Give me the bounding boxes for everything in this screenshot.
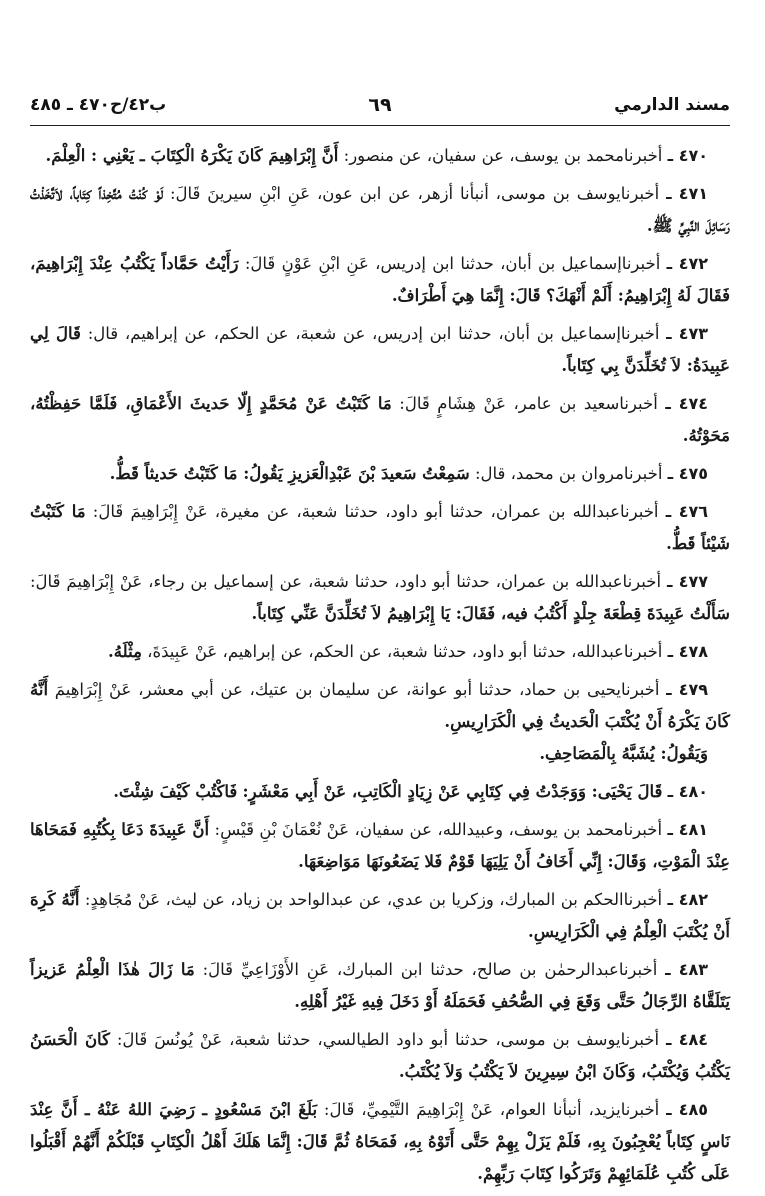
hadith-matn: أَنَّهُ كَرِهَ أَنْ يُكْتَبَ الْعِلْمُ فِي الْكَرَارِيسِ. bbox=[30, 890, 730, 941]
hadith-isnad: أخبرناإسماعيل بن أبان، حدثنا ابن إدريس، عن شعبة، عن الحكم، عن إبراهيم، قال: bbox=[87, 324, 660, 343]
hadith-matn: أَنَّ إِبْرَاهِيمَ كَانَ يَكْرَهُ الْكِتَابَ ـ يَعْنِي : الْعِلْمَ. bbox=[45, 146, 339, 165]
page-header bbox=[30, 86, 730, 116]
hadith-number: ٤٧٩ ـ bbox=[666, 680, 708, 699]
hadith-isnad: أخبرناالحكم بن المبارك، وزكريا بن عدي، عن عبدالواحد بن زياد، عن ليث، عَنْ مُجَاهِدٍ: bbox=[84, 890, 663, 909]
hadith-isnad: أخبرنامحمد بن يوسف، وعبيدالله، عن سفيان، عَنْ نُعْمَانَ بْنِ قَيْسٍ: bbox=[214, 820, 663, 839]
hadith-483 bbox=[30, 954, 730, 1018]
hadith-481 bbox=[30, 814, 730, 878]
hadith-isnad: أخبرنايزيد، أنبأنا العوام، عَنْ إِبْرَاهِيمَ التَّيْمِيِّ، قَالَ: bbox=[323, 1100, 660, 1119]
hadith-470 bbox=[30, 140, 730, 172]
hadith-478 bbox=[30, 636, 730, 668]
page-number: ٦٩ bbox=[368, 94, 392, 116]
hadith-482 bbox=[30, 884, 730, 948]
hadith-480 bbox=[30, 776, 730, 808]
hadith-matn: بَلَغَ ابْنَ مَسْعُودٍ ـ رَضِيَ اللهُ عَنْهُ ـ أَنَّ عِنْدَ نَاسٍ كِتَاباً يُعْجِبُونَ بِهِ، فَلَمْ يَزَلْ بِهِمْ حَتَّى أَتَوْهُ بِهِ، فَمَحَاهُ ثُمَّ قَالَ: إِنَّمَا هَلَكَ أَهْلُ الْكِتَابِ قَبْلَكُمْ أَنَّهُمْ أَقْبَلُوا عَلَى كُتُبِ عُلَمَائِهِمْ وَتَرَكُوا كِتَابَ رَبِّهِمْ. bbox=[30, 1100, 730, 1183]
hadith-number: ٤٨٠ ـ bbox=[667, 782, 708, 801]
hadith-number: ٤٧٦ ـ bbox=[665, 502, 708, 521]
section-reference: ب٤٢/ح٤٧٠ ـ ٤٨٥ bbox=[30, 95, 167, 115]
hadith-isnad: أخبرنامروان بن محمد، قال: bbox=[474, 464, 663, 483]
hadith-isnad: أخبرنايوسف بن موسى، أنبأنا أزهر، عن ابن عون، عَنِ ابْنِ سيرينَ قَالَ: bbox=[169, 184, 660, 203]
hadith-473 bbox=[30, 318, 730, 382]
hadith-matn: أَنَّهُ كَانَ يَكْرَهُ أَنْ يُكْتَبَ الْحَديثُ فِي الْكَرَارِيسِ. bbox=[30, 680, 730, 731]
hadith-475 bbox=[30, 458, 730, 490]
hadith-number: ٤٧١ ـ bbox=[666, 184, 708, 203]
hadith-number: ٤٨٤ ـ bbox=[666, 1030, 708, 1049]
hadith-477 bbox=[30, 566, 730, 630]
hadith-matn: لَوْ كُنْتُ مُتَّخِذاً كِتَاباً، لاَتَّخَذْتُ رَسَائِلَ النَّبِيِّ ﷺ. bbox=[30, 184, 730, 235]
hadith-479 bbox=[30, 674, 730, 738]
hadith-matn: مَا زَالَ هٰذَا الْعِلْمُ عَزيزاً يَتَلَقَّاهُ الرِّجَالُ حَتَّى وَقَعَ فِي الصُّحُفِ فَحَمَلَهُ أَوْ دَخَلَ فِيهِ غَيْرُ أَهْلِهِ. bbox=[30, 960, 730, 1011]
hadith-476 bbox=[30, 496, 730, 560]
header-divider bbox=[30, 125, 730, 126]
hadith-list bbox=[30, 140, 730, 1196]
hadith-isnad: أخبرناعبدالله بن عمران، حدثنا أبو داود، حدثنا شعبة، عن مغيرة، عَنْ إِبْرَاهِيمَ قَالَ: bbox=[92, 502, 659, 521]
hadith-matn: سَمِعْتُ سَعيدَ بْنَ عَبْدِالْعَزيزِ يَقُولُ: مَا كَتَبْتُ حَديثاً قَطُّ. bbox=[109, 464, 470, 483]
hadith-number: ٤٨٣ ـ bbox=[665, 960, 708, 979]
hadith-isnad: أخبرناعبدالله، حدثنا أبو داود، حدثنا شعبة، عن الحكم، عن إبراهيم، عَنْ عَبِيدَةَ، bbox=[147, 642, 663, 661]
hadith-number: ٤٨٢ ـ bbox=[667, 890, 708, 909]
book-title: مسند الدارمي bbox=[614, 95, 730, 115]
hadith-matn: مَا كَتَبْتُ شَيْئاً قَطُّ. bbox=[30, 502, 730, 553]
hadith-isnad: أخبرناعبدالله بن عمران، حدثنا أبو داود، حدثنا شعبة، عن إسماعيل بن رجاء، عَنْ إِبْرَاهِيمَ قَالَ: bbox=[30, 572, 662, 591]
hadith-matn: مَا كَتَبْتُ عَنْ مُحَمَّدٍ إِلّا حَديثَ الأَعْمَاقِ، فَلَمَّا حَفِظْتُهُ، مَحَوْتُهُ. bbox=[30, 394, 730, 445]
hadith-number: ٤٧٨ ـ bbox=[667, 642, 708, 661]
hadith-471 bbox=[30, 178, 730, 242]
hadith-isnad: أخبرنايوسف بن موسى، حدثنا أبو داود الطيالسي، حدثنا شعبة، عَنْ يُونُسَ قَالَ: bbox=[116, 1030, 660, 1049]
hadith-matn: فَاكْتُبْ كَيْفَ شِئْتَ. bbox=[113, 782, 238, 801]
hadith-matn: سَأَلْتُ عَبِيدَةَ قِطْعَةَ جِلْدٍ أَكْتُبُ فيه، فَقَالَ: يَا إِبْرَاهِيمُ لاَ تُخَلِّدَنَّ عَنِّي كِتَاباً. bbox=[251, 604, 730, 623]
hadith-isnad: أخبرناعبدالرحمٰن بن صالح، حدثنا ابن المبارك، عَنِ الأَوْزَاعِيِّ قَالَ: bbox=[202, 960, 658, 979]
hadith-matn: رَأَيْتُ حَمَّاداً يَكْتُبُ عِنْدَ إِبْرَاهِيمَ، فَقَالَ لَهُ إِبْرَاهِيمُ: أَلَمْ أَنْهَكَ؟ قَالَ: إِنَّمَا هِيَ أَطْرَافٌ. bbox=[30, 254, 730, 305]
hadith-number: ٤٧٤ ـ bbox=[665, 394, 709, 413]
hadith-matn: وَيَقُولُ: يُشَبَّهُ بِالْمَصَاحِفِ. bbox=[539, 744, 708, 763]
hadith-number: ٤٧٣ ـ bbox=[666, 324, 708, 343]
hadith-number: ٤٧٥ ـ bbox=[667, 464, 708, 483]
hadith-number: ٤٧٧ ـ bbox=[666, 572, 708, 591]
hadith-474 bbox=[30, 388, 730, 452]
hadith-number: ٤٨١ ـ bbox=[667, 820, 708, 839]
hadith-matn: قَالَ لِي عَبِيدَةُ: لاَ تُخَلِّدَنَّ بِي كِتَاباً. bbox=[30, 324, 730, 375]
hadith-479-continuation bbox=[30, 738, 730, 770]
hadith-485 bbox=[30, 1094, 730, 1190]
hadith-472 bbox=[30, 248, 730, 312]
hadith-isnad: أخبرنايحيى بن حماد، حدثنا أبو عوانة، عن سليمان بن عتيك، عن أبي معشر، عَنْ إِبْرَاهِيمَ bbox=[54, 680, 660, 699]
hadith-isnad: أخبرنامحمد بن يوسف، عن سفيان، عن منصور: bbox=[343, 146, 663, 165]
book-page bbox=[30, 0, 730, 1195]
hadith-484 bbox=[30, 1024, 730, 1088]
hadith-matn: كَانَ الْحَسَنُ يَكْتُبُ وَيُكْتَبُ، وَكَانَ ابْنُ سِيرِينَ لاَ يَكْتُبُ وَلاَ يُكْتَبُ. bbox=[30, 1030, 730, 1081]
hadith-number: ٤٨٥ ـ bbox=[666, 1100, 708, 1119]
hadith-number: ٤٧٠ ـ bbox=[667, 146, 708, 165]
hadith-isnad: أخبرناسعيد بن عامر، عَنْ هِشَامٍ قَالَ: bbox=[399, 394, 658, 413]
hadith-matn: أَنَّ عَبِيدَةَ دَعَا بِكُتُبِهِ فَمَحَاهَا عِنْدَ الْمَوْتِ، وَقَالَ: إِنِّي أَخَافُ أَنْ يَلِيَهَا قَوْمٌ فَلا يَضَعُونَهَا مَوَاضِعَهَا. bbox=[30, 820, 730, 871]
hadith-isnad: قَالَ يَحْيَى: وَوَجَدْتُ فِي كِتَابِي عَنْ زِيَادٍ الْكَاتِبِ، عَنْ أَبِي مَعْشَرٍ: bbox=[242, 782, 663, 801]
hadith-isnad: أخبرناإسماعيل بن أبان، حدثنا ابن إدريس، عَنِ ابْنِ عَوْنٍ قَالَ: bbox=[244, 254, 661, 273]
hadith-matn: مِثْلَهُ. bbox=[108, 642, 142, 661]
hadith-number: ٤٧٢ ـ bbox=[666, 254, 709, 273]
